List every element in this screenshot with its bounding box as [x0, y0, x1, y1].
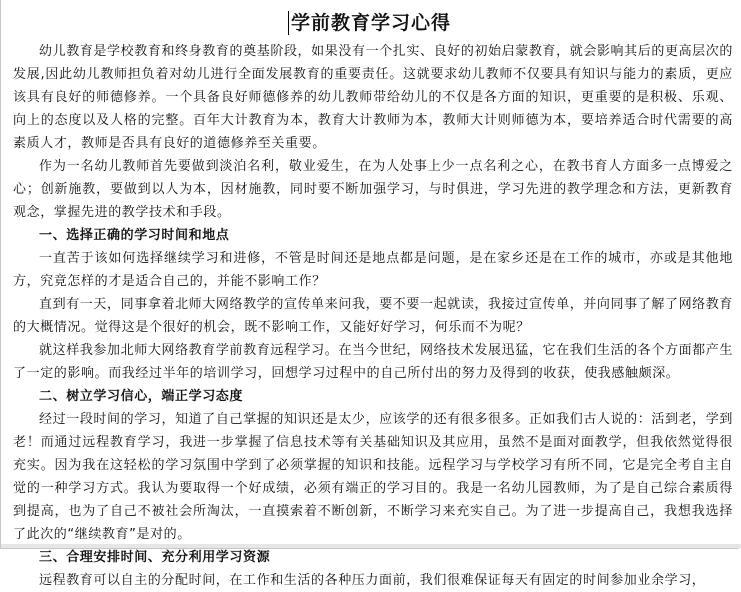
- paragraph: 远程教育可以自主的分配时间，在工作和生活的各种压力面前，我们很难保证每天有固定的时间参加业余学习，: [39, 573, 706, 588]
- paragraph: 直到有一天，同事拿着北师大网络教学的宣传单来问我，要不要一起就读，我接过宣传单，并向同事了解了网络教育的大概情况。觉得这是个很好的机会，既不影响工作，又能好好学习，何乐而不为呢？: [13, 297, 733, 335]
- section-heading: 三、合理安排时间、充分利用学习资源: [39, 550, 271, 565]
- text-cursor: [288, 11, 289, 35]
- title-line: [1, 8, 741, 35]
- section-heading: 二、树立学习信心，端正学习态度: [39, 389, 244, 404]
- document-title[interactable]: 学前教育学习心得: [291, 12, 451, 34]
- paragraph: 就这样我参加北师大网络教育学前教育远程学习。在当今世纪，网络技术发展迅猛，它在我们生活的各个方面都产生了一定的影响。而我经过半年的培训学习，回想学习过程中的自己所付出的努力及得到的收获，使我感触颇深。: [13, 343, 733, 381]
- paragraph: 幼儿教育是学校教育和终身教育的奠基阶段，如果没有一个扎实、良好的初始启蒙教育，就会影响其后的更高层次的发展,因此幼儿教师担负着对幼儿进行全面发展教育的重要责任。这就要求幼儿教师不仅要具有知识与能力的素质，更应该具有良好的师德修养。一个具备良好师德修养的幼儿教师带给幼儿的不仅是各方面的知识，更重要的是积极、乐观、向上的态度以及人格的完整。百年大计教育为本，教育大计教师为本，教师大计则师德为本，要培养适合时代需要的高素质人才，教师是否具有良好的道德修养至关重要。: [13, 44, 733, 151]
- horizontal-scrollbar[interactable]: [1, 544, 741, 548]
- paragraph: 经过一段时间的学习，知道了自己掌握的知识还是太少，应该学的还有很多很多。正如我们古人说的：活到老，学到老！而通过远程教育学习，我进一步掌握了信息技术等有关基础知识及其应用，虽然不是面对面教学，但我依然觉得很充实。因为我在这轻松的学习氛围中学到了必须掌握的知识和技能。远程学习与学校学习有所不同，它是完全考自主自觉的一种学习方式。我认为要取得一个好成绩，必须有端正的学习目的。我是一名幼儿园教师，为了是自己综合素质得到提高，也为了自己不被社会所淘汰，一直摸索着不断创新，不断学习来充实自己。为了进一步提高自己，我想我选择了此次的“继续教育”是对的。: [13, 412, 733, 542]
- document-body[interactable]: [13, 40, 733, 592]
- paragraph: 一直苦于该如何选择继续学习和进修，不管是时间还是地点都是问题，是在家乡还是在工作的城市，亦或是其他地方，究竟怎样的才是适合自己的，并能不影响工作？: [13, 251, 733, 289]
- section-heading: 一、选择正确的学习时间和地点: [39, 228, 230, 243]
- paragraph: 作为一名幼儿教师首先要做到淡泊名利，敬业爱生，在为人处事上少一点名利之心，在教书育人方面多一点博爱之心；创新施教，要做到以人为本，因材施教，同时要不断加强学习，与时俱进，学习先进的教学理念和方法，更新教育观念，掌握先进的教学技术和手段。: [13, 159, 733, 220]
